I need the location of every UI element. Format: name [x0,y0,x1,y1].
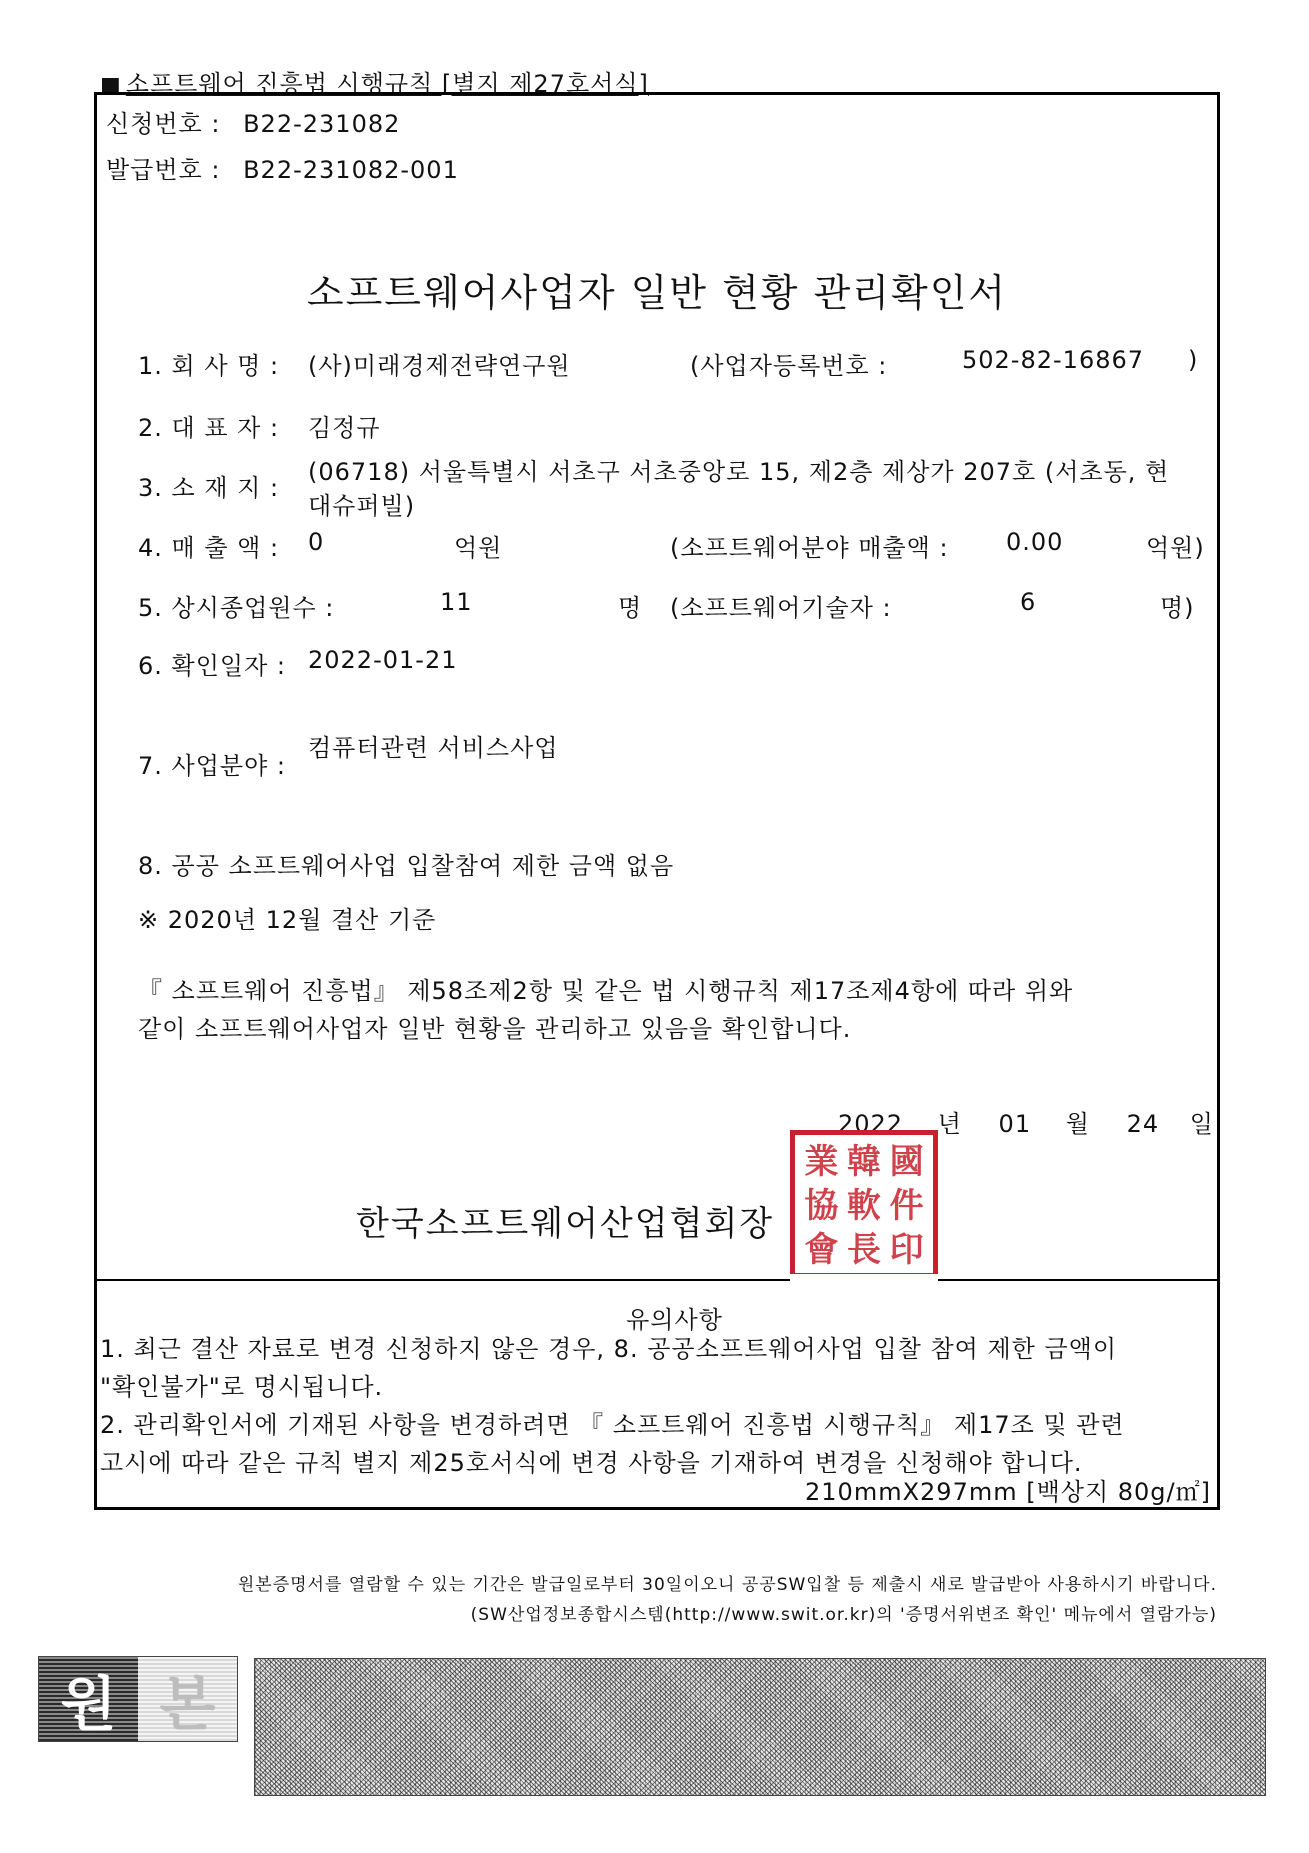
declaration-text: 『 소프트웨어 진흥법』 제58조제2항 및 같은 법 시행규칙 제17조제4항에 따라 위와 같이 소프트웨어사업자 일반 현황을 관리하고 있음을 확인합니다. [138,977,1074,1043]
cautions-divider [94,1279,1220,1281]
original-mark-char-2: 본 [138,1657,237,1741]
divider-gap [790,1274,938,1282]
legal-reference-text: 소프트웨어 진흥법 시행규칙 [별지 제27호서식] [125,70,649,98]
caution-line-3: 2. 관리확인서에 기재된 사항을 변경하려면 『 소프트웨어 진흥법 시행규칙』 제17조 및 관련 [100,1411,1125,1439]
representative-name: 김정규 [308,414,381,442]
issue-year-unit: 년 [937,1110,962,1138]
address-label: 3. 소 재 지 : [138,474,280,502]
sw-technicians-value: 6 [1020,588,1037,616]
address-line-1: (06718) 서울특별시 서초구 서초중앙로 15, 제2층 제상가 207호 (서초동, 현 [308,458,1170,486]
employees-unit: 명 [618,594,643,622]
issue-year: 2022 [838,1110,904,1138]
sales-label: 4. 매 출 액 : [138,534,280,562]
footer-note-line-1: 원본증명서를 열람할 수 있는 기간은 발급일로부터 30일이오니 공공SW입찰 등 제출시 새로 발급받아 사용하시기 바랍니다. [237,1575,1217,1595]
confirm-date-value: 2022-01-21 [308,646,458,674]
original-mark-char-1: 원 [39,1657,138,1741]
verification-2d-barcode [254,1658,1266,1796]
sales-unit: 억원 [454,534,503,562]
sw-sales-label: (소프트웨어분야 매출액 : [670,534,949,562]
business-field-label: 7. 사업분야 : [138,752,286,780]
company-name: (사)미래경제전략연구원 [308,352,571,380]
seal-glyph: 件 [889,1186,924,1226]
issue-day-unit: 일 [1189,1110,1214,1138]
seal-glyph: 長 [846,1230,881,1270]
sales-value: 0 [308,528,325,556]
confirm-date-label: 6. 확인일자 : [138,652,286,680]
bid-limit: 8. 공공 소프트웨어사업 입찰참여 제한 금액 없음 [138,852,675,880]
application-number: 신청번호 : B22-231082 [106,110,401,138]
cautions-body [100,1330,1125,1482]
issue-month: 01 [998,1110,1032,1138]
paper-spec: 210mmX297mm [백상지 80g/㎡] [805,1478,1211,1506]
business-reg-number: 502-82-16867 [962,346,1145,374]
representative-label: 2. 대 표 자 : [138,414,280,442]
issue-month-unit: 월 [1065,1110,1090,1138]
business-field-value: 컴퓨터관련 서비스사업 [308,734,559,762]
footer-note-line-2: (SW산업정보종합시스템(http://www.swit.or.kr)의 '증명서위변조 확인' 메뉴에서 열람가능) [470,1605,1217,1625]
employees-value: 11 [440,588,473,616]
seal-glyph: 印 [889,1230,924,1270]
cautions-title: 유의사항 [626,1306,723,1334]
business-reg-close: ) [1188,346,1199,374]
document-title: 소프트웨어사업자 일반 현황 관리확인서 [306,271,1008,315]
business-reg-label: (사업자등록번호 : [690,352,888,380]
basis-note: ※ 2020년 12월 결산 기준 [138,906,437,934]
seal-glyph: 業 [804,1142,839,1182]
seal-glyph: 協 [804,1186,839,1226]
square-bullet-icon: ■ [100,73,122,98]
sw-sales-unit: 억원) [1146,534,1205,562]
seal-glyph: 韓 [846,1142,881,1182]
sw-technicians-label: (소프트웨어기술자 : [670,594,892,622]
sw-technicians-unit: 명) [1160,594,1195,622]
address-line-2: 대슈퍼빌) [308,492,416,520]
sw-sales-value: 0.00 [1006,528,1064,556]
issue-day: 24 [1126,1110,1160,1138]
caution-line-1: 1. 최근 결산 자료로 변경 신청하지 않은 경우, 8. 공공소프트웨어사업 입찰 참여 제한 금액이 [100,1335,1118,1363]
caution-line-4: 고시에 따라 같은 규칙 별지 제25호서식에 변경 사항을 기재하여 변경을 신청해야 합니다. [100,1449,1083,1477]
seal-glyph: 軟 [846,1186,881,1226]
seal-glyph: 會 [804,1230,839,1270]
issue-number: 발급번호 : B22-231082-001 [106,156,459,184]
seal-glyph: 國 [889,1142,924,1182]
caution-line-2: "확인불가"로 명시됩니다. [100,1373,384,1401]
issuer-name: 한국소프트웨어산업협회장 [356,1204,775,1244]
official-seal-stamp [790,1130,938,1278]
company-label: 1. 회 사 명 : [138,352,280,380]
employees-label: 5. 상시종업원수 : [138,594,335,622]
original-document-mark [38,1656,238,1742]
